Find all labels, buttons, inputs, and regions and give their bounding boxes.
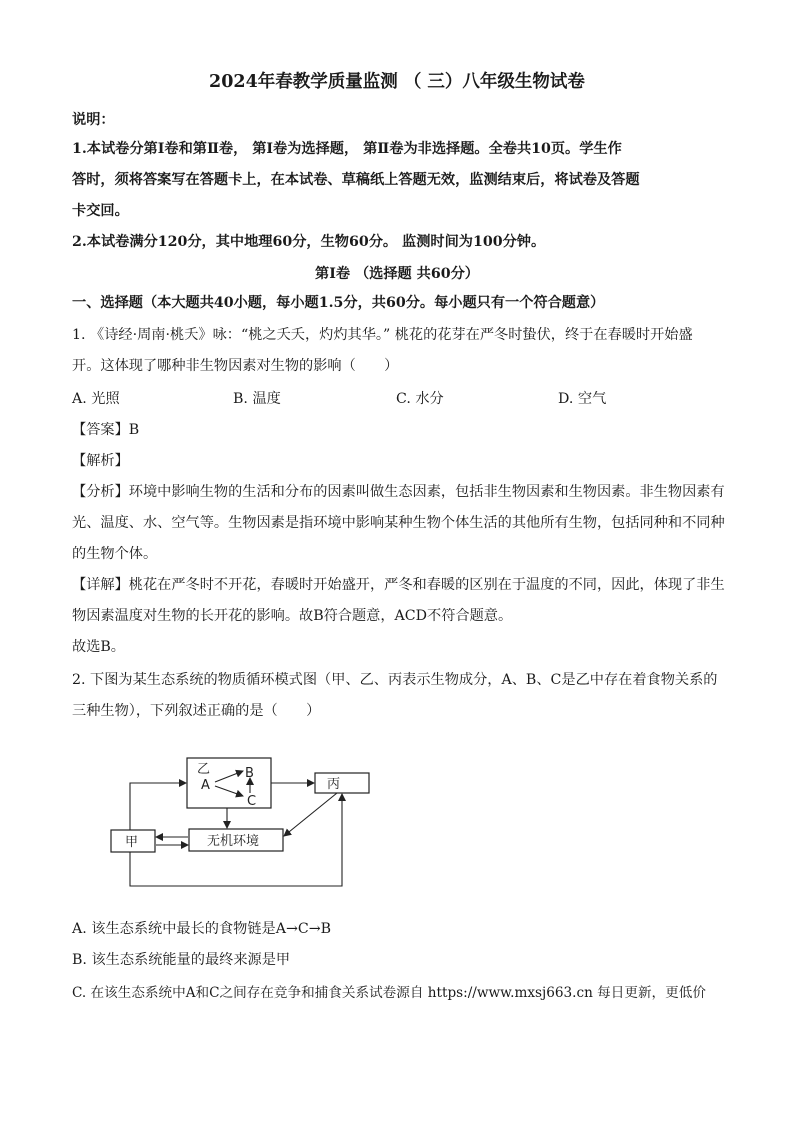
box-bing xyxy=(315,773,369,793)
q1-analysis-line-3: 的生物个体。 xyxy=(72,546,158,562)
q1-stem-line-2: 开。这体现了哪种非生物因素对生物的影响（ ） xyxy=(72,358,399,374)
q1-answer: 【答案】B xyxy=(72,422,140,438)
instructions-line-2: 答时，须将答案写在答题卡上，在本试卷、草稿纸上答题无效，监测结束后，将试卷及答题 xyxy=(72,172,640,188)
q1-detail-line-1: 【详解】桃花在严冬时不开花，春暖时开始盛开，严冬和春暖的区别在于温度的不同，因此，体现了非生 xyxy=(72,577,725,593)
label-b: B xyxy=(245,766,254,781)
label-yi: 乙 xyxy=(197,762,211,777)
instructions-label: 说明： xyxy=(72,112,115,128)
q1-option-d: D. 空气 xyxy=(558,391,607,407)
q1-analysis-label: 【解析】 xyxy=(72,453,129,469)
label-bing: 丙 xyxy=(327,777,341,792)
q1-stem-line-1: 1. 《诗经·周南·桃夭》咏：“桃之夭夭，灼灼其华。” 桃花的花芽在严冬时蛰伏，终于在春暖时开始盛 xyxy=(72,327,693,343)
instructions-line-1: 1.本试卷分第Ⅰ卷和第Ⅱ卷， 第Ⅰ卷为选择题， 第Ⅱ卷为非选择题。全卷共10页。学生作 xyxy=(72,141,622,157)
q1-analysis-line-2: 光、温度、水、空气等。生物因素是指环境中影响某种生物个体生活的其他所有生物，包括同种和不同种 xyxy=(72,515,725,531)
q2-stem-line-2: 三种生物），下列叙述正确的是（ ） xyxy=(72,703,321,719)
q2-option-c-line xyxy=(72,984,706,1002)
label-c: C xyxy=(247,794,257,809)
q1-option-c: C. 水分 xyxy=(396,391,444,407)
arrow-a-to-c xyxy=(215,786,243,796)
footer-source: 试卷源自 https://www.mxsj663.cn 每日更新，更低价 xyxy=(369,985,706,1001)
q1-detail-line-2: 物因素温度对生物的长开花的影响。故B符合题意，ACD不符合题意。 xyxy=(72,608,513,624)
q1-conclusion: 故选B。 xyxy=(72,639,125,655)
arrow-a-to-b xyxy=(215,771,243,782)
label-jia: 甲 xyxy=(125,835,139,850)
instructions-line-4: 2.本试卷满分120分，其中地理60分，生物60分。 监测时间为100分钟。 xyxy=(72,234,546,250)
q2-stem-line-1: 2. 下图为某生态系统的物质循环模式图（甲、乙、丙表示生物成分，A、B、C是乙中存在着食物关系的 xyxy=(72,672,718,688)
label-a: A xyxy=(201,778,210,793)
arrow-jia-to-yi xyxy=(130,783,186,830)
material-cycle-diagram xyxy=(105,750,385,892)
part1-heading: 第Ⅰ卷 （选择题 共60分） xyxy=(315,266,479,282)
label-inorganic-environment: 无机环境 xyxy=(207,834,260,849)
q2-option-b: B. 该生态系统能量的最终来源是甲 xyxy=(72,952,291,968)
section1-heading: 一、选择题（本大题共40小题，每小题1.5分，共60分。每小题只有一个符合题意） xyxy=(72,295,605,311)
instructions-line-3: 卡交回。 xyxy=(72,203,129,219)
q1-option-b: B. 温度 xyxy=(233,391,281,407)
q2-option-a: A. 该生态系统中最长的食物链是A→C→B xyxy=(72,921,332,937)
arrow-bing-to-env xyxy=(284,793,337,836)
q2-option-c: C. 在该生态系统中A和C之间存在竞争和捕食关系 xyxy=(72,985,370,1001)
q1-analysis-line-1: 【分析】环境中影响生物的生活和分布的因素叫做生态因素，包括非生物因素和生物因素。非生物因素有 xyxy=(72,484,725,500)
page-title: 2024年春教学质量监测 （ 三）八年级生物试卷 xyxy=(209,72,585,92)
q1-option-a: A. 光照 xyxy=(72,391,120,407)
